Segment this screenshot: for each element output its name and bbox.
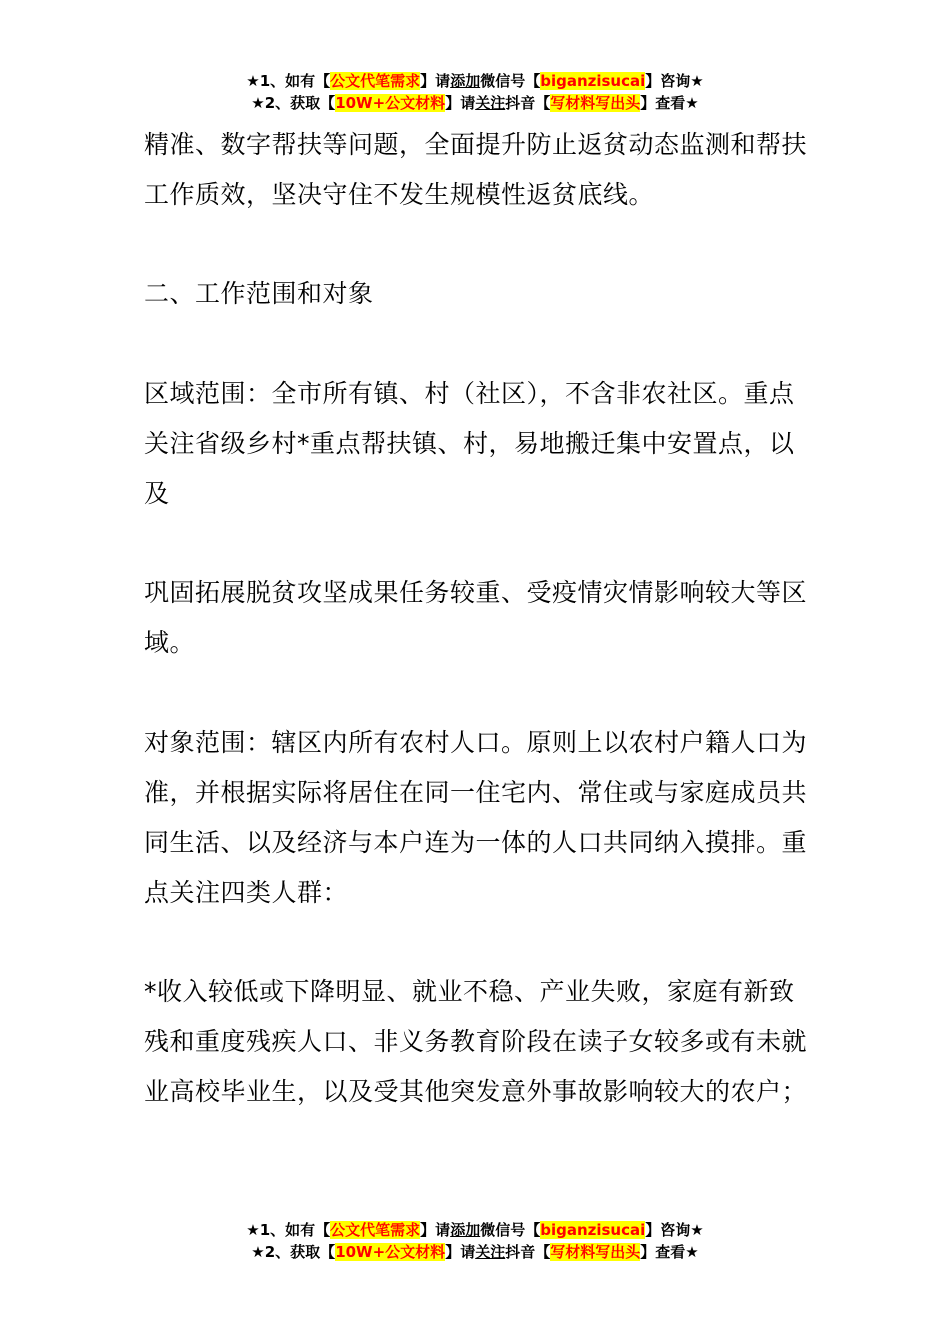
promo-underlined: 添加 [450,72,481,90]
promo-line-2 [0,92,950,114]
promo-text: 】请 [445,94,476,112]
promo-line-1 [0,70,950,92]
paragraph-target-scope: 对象范围：辖区内所有农村人口。原则上以农村户籍人口为准，并根据实际将居住在同一住宅内、常住或与家庭成员共同生活、以及经济与本户连为一体的人口共同纳入摸排。重点关注四类人群： [144,728,808,907]
promo-text: 抖音【 [505,1243,551,1261]
promo-highlight: biganzisucai [540,72,646,90]
promo-text: 】请 [445,1243,476,1261]
promo-text: ★1、如有【 [246,72,331,90]
promo-text: 】查看★ [640,1243,699,1261]
promo-line-1 [0,1219,950,1241]
promo-text: 】咨询★ [645,72,704,90]
section-heading-scope: 二、工作范围和对象 [144,279,374,308]
paragraph-key-group-1: *收入较低或下降明显、就业不稳、产业失败，家庭有新致残和重度残疾人口、非义务教育阶段在读子女较多或有未就业高校毕业生，以及受其他突发意外事故影响较大的农户； [144,977,808,1106]
header-promo-banner [0,70,950,114]
promo-highlight: 10W+公文材料 [335,1243,446,1261]
promo-highlight: biganzisucai [540,1221,646,1239]
promo-highlight: 公文代笔需求 [330,1221,421,1239]
promo-underlined: 关注 [475,94,506,112]
promo-text: 】咨询★ [645,1221,704,1239]
promo-line-2 [0,1241,950,1263]
promo-underlined: 添加 [450,1221,481,1239]
footer-promo-banner [0,1219,950,1263]
promo-underlined: 关注 [475,1243,506,1261]
promo-highlight: 写材料写出头 [550,94,641,112]
paragraph-regional-scope-continued: 巩固拓展脱贫攻坚成果任务较重、受疫情灾情影响较大等区域。 [144,578,808,657]
paragraph-regional-scope: 区域范围：全市所有镇、村（社区），不含非农社区。重点关注省级乡村*重点帮扶镇、村，易地搬迁集中安置点，以及 [144,379,795,508]
promo-text: 微信号【 [480,72,541,90]
promo-highlight: 写材料写出头 [550,1243,641,1261]
paragraph-intro-continuation: 精准、数字帮扶等问题，全面提升防止返贫动态监测和帮扶工作质效，坚决守住不发生规模性返贫底线。 [144,130,808,209]
promo-highlight: 10W+公文材料 [335,94,446,112]
promo-text: 】请 [420,72,451,90]
promo-text: 微信号【 [480,1221,541,1239]
promo-text: ★2、获取【 [251,1243,336,1261]
promo-text: 抖音【 [505,94,551,112]
promo-highlight: 公文代笔需求 [330,72,421,90]
promo-text: ★1、如有【 [246,1221,331,1239]
promo-text: 】请 [420,1221,451,1239]
promo-text: 】查看★ [640,94,699,112]
promo-text: ★2、获取【 [251,94,336,112]
